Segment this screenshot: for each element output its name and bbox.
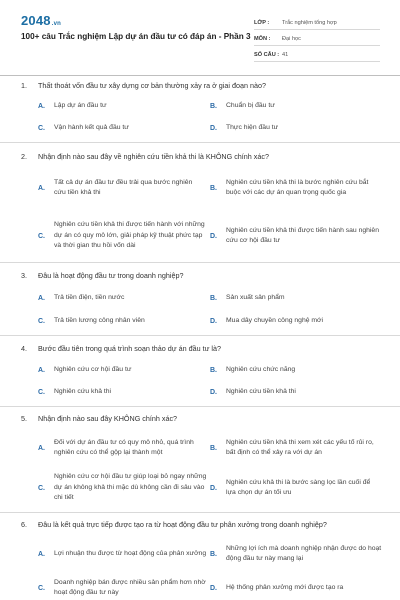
option-c[interactable] [38,387,111,398]
option-text: Nghiên cứu tiền khả thi xem xét các yếu tố rủi ro, bất định có thể xảy ra với dự án [226,438,374,456]
header-divider [0,75,400,76]
option-letter: D. [210,232,217,240]
option-text: Lập dự án đầu tư [54,102,107,109]
option-text: Những lợi ích mà doanh nghiệp nhận được do hoạt động đầu tư này mang lại [226,544,382,562]
option-text: Vận hành kết quả đầu tư [54,124,129,131]
option-text: Sản xuất sản phẩm [226,294,285,301]
option-letter: B. [210,102,217,110]
option-text: Lợi nhuận thu được từ hoạt động của phân xưởng [54,549,207,557]
option-c[interactable] [38,468,210,508]
option-d[interactable] [210,387,296,398]
option-text: Nghiên cứu khả thi là bước sàng lọc lần cuối để lựa chọn dự án tối ưu [226,478,371,496]
option-letter: A. [38,550,45,558]
question-prompt: Đâu là kết quả trực tiếp được tạo ra từ hoạt động đầu tư phân xưởng trong doanh nghiệp? [38,520,327,529]
option-a[interactable] [38,542,210,566]
site-logo[interactable] [21,13,61,28]
option-c[interactable] [38,316,145,327]
option-text: Thực hiện đầu tư [226,124,279,131]
question-number: 4. [21,344,27,353]
option-c[interactable] [38,123,129,134]
option-letter: A. [38,294,45,302]
option-text: Nghiên cứu chức năng [226,366,296,373]
option-text: Doanh nghiệp bán được nhiều sản phẩm hơn nhờ hoạt động đầu tư này [54,578,206,596]
option-a[interactable] [38,170,198,206]
question-text [21,520,327,529]
option-d[interactable] [210,468,382,508]
option-letter: C. [38,388,45,396]
option-letter: C. [38,232,45,240]
question-divider [0,512,400,513]
question-divider [0,335,400,336]
option-letter: B. [210,294,217,302]
question-text [21,271,183,280]
option-a[interactable] [38,365,131,376]
option-letter: B. [210,550,217,558]
option-b[interactable] [210,365,295,376]
question-text [21,152,269,161]
page-header [0,0,400,70]
option-text: Mua dây chuyền công nghệ mới [226,317,324,324]
option-letter: B. [210,366,217,374]
option-letter: D. [210,584,217,592]
option-letter: D. [210,388,217,396]
option-b[interactable] [210,101,275,112]
question-prompt: Thất thoát vốn đầu tư xây dựng cơ bản thường xảy ra ở giai đoạn nào? [38,81,266,90]
option-letter: B. [210,184,217,192]
option-text: Hệ thống phân xưởng mới được tạo ra [226,583,344,591]
question-number: 5. [21,414,27,423]
question-divider [0,406,400,407]
option-letter: B. [210,444,217,452]
option-d[interactable] [210,123,278,134]
question-number: 3. [21,271,27,280]
option-letter: C. [38,584,45,592]
meta-value: 41 [282,52,289,58]
option-d[interactable] [210,316,323,327]
meta-info [254,14,380,62]
question-text [21,344,221,353]
option-text: Nghiên cứu tiền khả thi được tiến hành sau nghiên cứu cơ hội đầu tư [226,226,379,244]
option-letter: A. [38,444,45,452]
question-divider [0,142,400,143]
option-text: Nghiên cứu khả thi [54,388,112,395]
option-text: Trả tiền điện, tiền nước [54,294,125,301]
question-divider [0,262,400,263]
option-a[interactable] [38,293,124,304]
option-letter: C. [38,124,45,132]
option-letter: A. [38,184,45,192]
option-letter: D. [210,317,217,325]
meta-value: Đại học [282,36,301,42]
option-letter: D. [210,124,217,132]
option-text: Nghiên cứu cơ hội đầu tư [54,366,132,373]
option-a[interactable] [38,101,107,112]
question-text [21,414,177,423]
option-d[interactable] [210,216,380,256]
option-text: Nghiên cứu tiền khả thi là bước nghiên cứu bắt buộc với các dự án quan trọng quốc gia [226,178,369,196]
option-text: Trả tiền lương công nhân viên [54,317,145,324]
question-prompt: Đâu là hoạt động đầu tư trong doanh nghiệp? [38,271,184,280]
question-text [21,81,266,90]
question-prompt: Bước đầu tiên trong quá trình soạn thảo dự án đầu tư là? [38,344,221,353]
option-text: Chuẩn bị đầu tư [226,102,275,109]
option-b[interactable] [210,293,285,304]
option-text: Tất cả dự án đầu tư đều trải qua bước nghiên cứu tiền khả thi [54,178,193,196]
option-letter: A. [38,102,45,110]
option-text: Đối với dự án đầu tư có quy mô nhỏ, quá trình nghiên cứu có thể gộp lại thành một [54,438,194,456]
meta-row-subject [254,30,380,46]
option-d[interactable] [210,576,382,600]
option-b[interactable] [210,542,382,566]
option-c[interactable] [38,216,208,256]
question-prompt: Nhận định nào sau đây về nghiên cứu tiền khả thi là KHÔNG chính xác? [38,152,269,161]
meta-label: MÔN : [254,36,271,42]
question-number: 2. [21,152,27,161]
logo-text: 2048 [21,13,51,28]
option-letter: A. [38,366,45,374]
document-title: 100+ câu Trắc nghiệm Lập dự án đầu tư có đáp án - Phần 3 [21,32,251,41]
meta-row-class [254,14,380,30]
meta-label: SỐ CÂU : [254,52,280,58]
option-b[interactable] [210,434,382,462]
option-c[interactable] [38,576,210,600]
option-text: Nghiên cứu tiền khả thi [226,388,296,395]
meta-value: Trắc nghiệm tổng hợp [282,20,337,26]
question-number: 6. [21,520,27,529]
option-letter: C. [38,317,45,325]
option-text: Nghiên cứu cơ hội đầu tư giúp loại bỏ ngay những dự án không khả thi mặc dù không cần đi sâu vào chi tiết [54,473,207,502]
option-a[interactable] [38,434,210,462]
option-b[interactable] [210,170,380,206]
option-letter: C. [38,484,45,492]
question-number: 1. [21,81,27,90]
option-letter: D. [210,484,217,492]
question-prompt: Nhận định nào sau đây KHÔNG chính xác? [38,414,178,423]
meta-row-count [254,46,380,62]
logo-suffix: .vn [51,21,62,27]
option-text: Nghiên cứu tiền khả thi được tiến hành với những dự án có quy mô lớn, giải pháp kỹ thuật phức tạp và thời gian thu hồi vốn dài [54,221,205,250]
meta-label: LỚP : [254,20,270,26]
